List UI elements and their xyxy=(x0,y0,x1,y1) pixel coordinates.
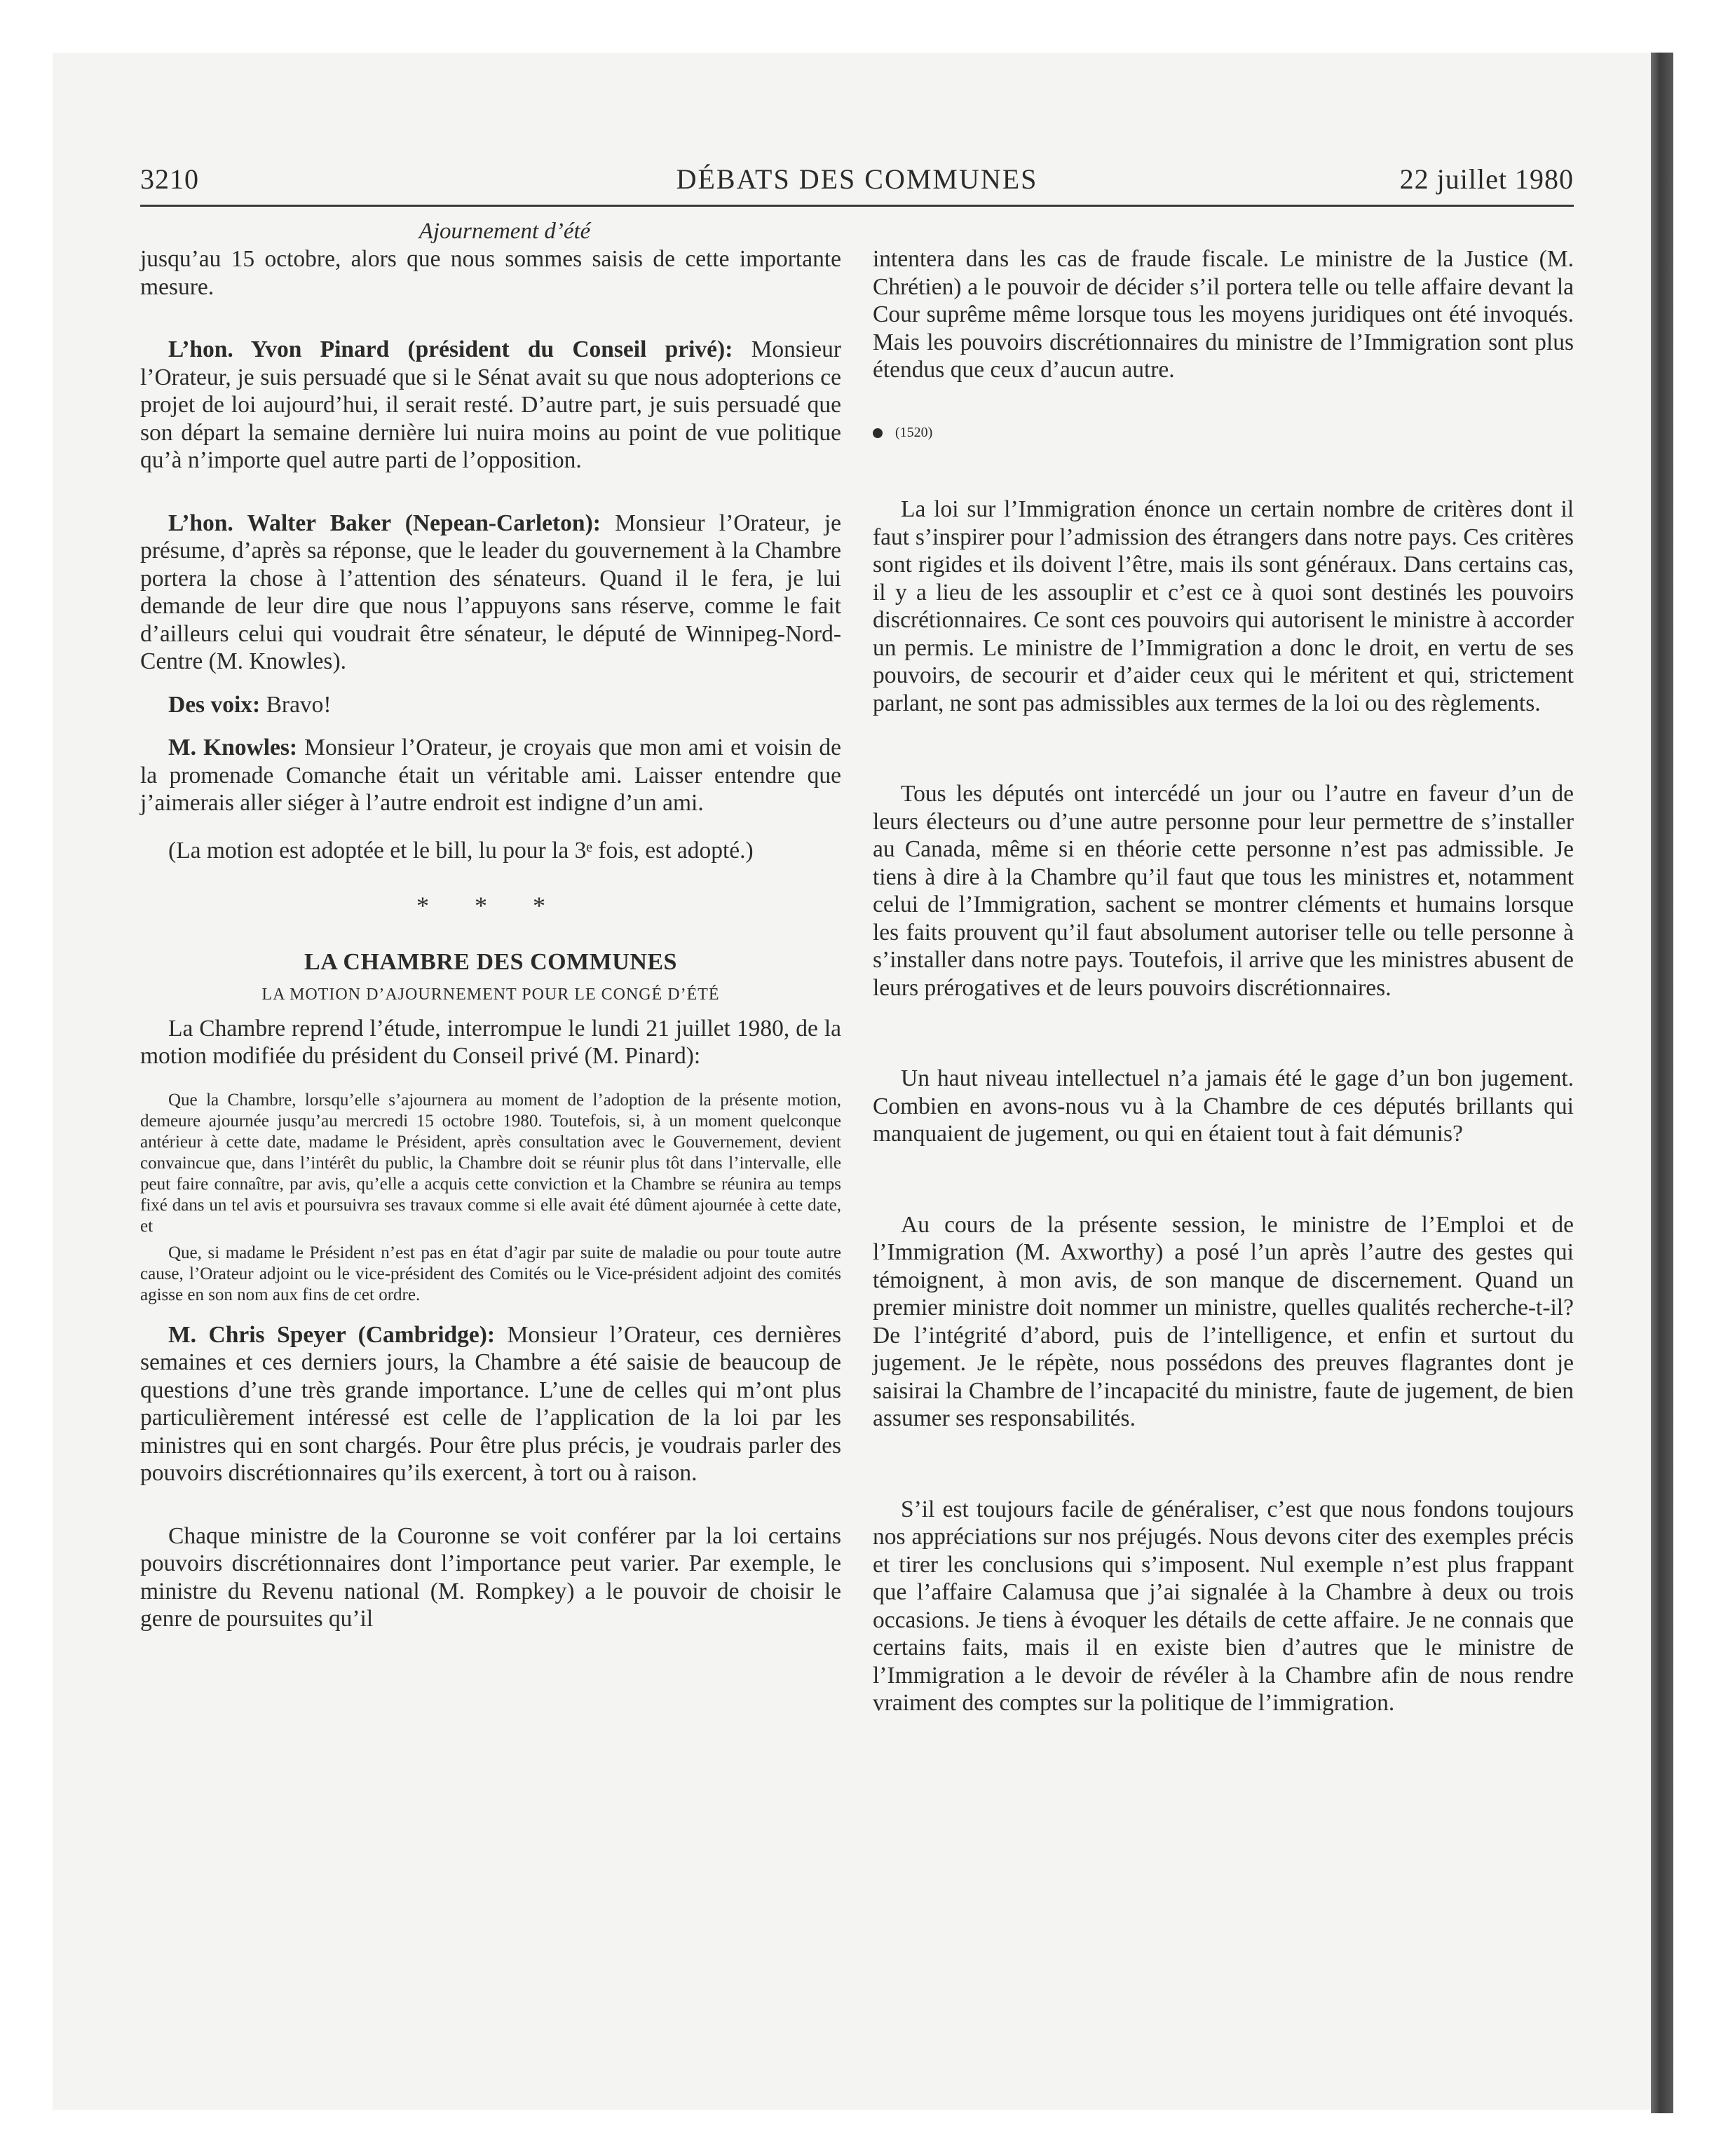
publication-title: DÉBATS DES COMMUNES xyxy=(676,163,1038,195)
page-date: 22 juillet 1980 xyxy=(1399,163,1574,195)
speech-text: Monsieur l’Orateur, je croyais que mon ami et voisin de la promenade Comanche était un véritable ami. Laisser entendre que j’aimerais aller siéger à l’autre endroit est indigne d’un ami. xyxy=(140,735,841,816)
right-column xyxy=(873,217,1574,1717)
paragraph: Chaque ministre de la Couronne se voit conférer par la loi certains pouvoirs discrétionnaires dont l’importance peut varier. Par exemple, le ministre du Revenu national (M. Rompkey) a le pouvoir de choisir le genre de poursuites qu’il xyxy=(140,1522,841,1632)
time-marker xyxy=(873,419,1574,447)
speaker-name: L’hon. Walter Baker (Nepean-Carleton): xyxy=(168,510,601,536)
speech-text: Bravo! xyxy=(260,691,332,718)
motion-quote: Que, si madame le Président n’est pas en état d’agir par suite de maladie ou pour toute autre cause, l’Orateur adjoint ou le vice-président des Comités ou le Vice-président adjoint des comités agisse en son nom aux fins de cet ordre. xyxy=(140,1243,841,1304)
running-head: Ajournement d’été xyxy=(419,219,591,244)
paragraph: Un haut niveau intellectuel n’a jamais été le gage d’un bon jugement. Combien en avons-nous vu à la Chambre de ces députés brillants qui manquaient de jugement, ou qui en étaient tout à fait démunis? xyxy=(873,1065,1574,1147)
section-subheading: LA MOTION D’AJOURNEMENT POUR LE CONGÉ D’ÉTÉ xyxy=(261,985,720,1004)
section-heading: LA CHAMBRE DES COMMUNES xyxy=(304,948,677,975)
time-marker-text: (1520) xyxy=(895,424,933,440)
paragraph: S’il est toujours facile de généraliser, c’est que nous fondons toujours nos appréciations sur nos préjugés. Nous devons citer des exemples précis et tirer les conclusions qui s’imposent. Nul exemple n’est plus frappant que l’affaire Calamusa que j’ai signalée à la Chambre à deux ou trois occasions. Je tiens à évoquer les détails de cette affaire. Je ne connais que certains faits, mais il en existe bien d’autres que le ministre de l’Immigration a le devoir de révéler à la Chambre afin de nous rendre vraiment des comptes sur la politique de l’immigration. xyxy=(873,1496,1574,1716)
speech-text: Monsieur l’Orateur, ces dernières semaines et ces derniers jours, la Chambre a été saisie de beaucoup de questions d’une très grande importance. L’une de celles qui m’ont plus particulièrement intéressé est celle de l’application de la loi par les ministres qui en sont chargés. Pour être plus précis, je voudrais parler des pouvoirs discrétionnaires qu’ils exercent, à tort ou à raison. xyxy=(140,1321,841,1486)
speaker-name: M. Knowles: xyxy=(168,735,298,760)
speech-speyer xyxy=(140,1321,841,1487)
motion-adopted: (La motion est adoptée et le bill, lu pour la 3ᵉ fois, est adopté.) xyxy=(168,837,754,864)
paragraph: Tous les députés ont intercédé un jour ou l’autre en faveur d’un de leurs électeurs ou d’une autre personne pour leur permettre de s’installer au Canada, même si en théorie cette personne n’est pas admissible. Je tiens à dire à la Chambre qu’il faut que tous les ministres et, notamment celui de l’Immigration, sachent se montrer cléments et humains lorsque les faits prouvent qu’il faut absolument autoriser telle ou telle personne à s’installer dans notre pays. Toutefois, il arrive que les ministres abusent de leurs prérogatives et de leurs pouvoirs discrétionnaires. xyxy=(873,781,1574,1001)
paragraph: intentera dans les cas de fraude fiscale. Le ministre de la Justice (M. Chrétien) a le pouvoir de décider s’il portera telle ou telle affaire devant la Cour suprême même lorsque tous les moyens juridiques ont été invoqués. Mais les pouvoirs discrétionnaires du ministre de l’Immigration sont plus étendus que ceux d’aucun autre. xyxy=(873,246,1574,383)
section-separator: * * * xyxy=(416,892,565,920)
speech-text: Monsieur l’Orateur, je présume, d’après sa réponse, que le leader du gouvernement à la Chambre portera la chose à l’attention des sénateurs. Quand il le fera, je lui demande de leur dire que nous l’appuyons sans réserve, comme le fait d’ailleurs celui qui voudrait être sénateur, le député de Winnipeg-Nord-Centre (M. Knowles). xyxy=(140,510,841,674)
scan-edge-shadow xyxy=(1651,53,1673,2113)
paragraph: jusqu’au 15 octobre, alors que nous sommes saisis de cette importante mesure. xyxy=(140,246,841,300)
speech-baker xyxy=(140,510,841,676)
speech-pinard xyxy=(140,336,841,475)
motion-quote: Que la Chambre, lorsqu’elle s’ajournera au moment de l’adoption de la présente motion, demeure ajournée jusqu’au mercredi 15 octobre 1980. Toutefois, si, à un moment quelconque antérieur à cette date, madame le Président, après consultation avec le Gouvernement, devient convaincue que, dans l’intérêt du public, la Chambre doit se réunir plus tôt dans l’intervalle, elle peut faire connaître, par avis, qu’elle a acquis cette conviction et la Chambre se réunira au temps fixé dans un tel avis et poursuivra ses travaux comme si elle avait été dûment ajournée à cette date, et xyxy=(140,1090,841,1236)
bullet-icon xyxy=(873,428,883,438)
speech-voices xyxy=(140,691,841,719)
speaker-name: L’hon. Yvon Pinard (président du Conseil privé): xyxy=(168,336,733,362)
speaker-name: Des voix: xyxy=(168,691,261,718)
page-header xyxy=(140,163,1574,205)
paragraph: La loi sur l’Immigration énonce un certain nombre de critères dont il faut s’inspirer pour l’admission des étrangers dans notre pays. Ces critères sont rigides et ils doivent l’être, mais ils sont généraux. Dans certains cas, il y a lieu de les assouplir et c’est ce à quoi sont destinés les pouvoirs discrétionnaires. Ce sont ces pouvoirs qui autorisent le ministre à accorder un permis. Le ministre de l’Immigration a donc le droit, en vertu de ses pouvoirs, de secourir et d’aider ceux qui le méritent et qui, strictement parlant, ne sont pas admissibles aux termes de la loi ou des règlements. xyxy=(873,496,1574,716)
paragraph: La Chambre reprend l’étude, interrompue le lundi 21 juillet 1980, de la motion modifiée du président du Conseil privé (M. Pinard): xyxy=(140,1015,841,1069)
speaker-name: M. Chris Speyer (Cambridge): xyxy=(168,1321,496,1348)
left-column xyxy=(140,217,841,1633)
paragraph: Au cours de la présente session, le ministre de l’Emploi et de l’Immigration (M. Axworthy) a posé l’un après l’autre des gestes qui témoignent, à mon avis, de son manque de discernement. Quand un premier ministre doit nommer un ministre, quelles qualités recherche-t-il? De l’intégrité d’abord, puis de l’intelligence, et enfin et surtout du jugement. Je le répète, nous possédons des preuves flagrantes dont je saisirai la Chambre de l’incapacité du ministre, faute de jugement, de bien assumer ses responsabilités. xyxy=(873,1211,1574,1431)
speech-text: Monsieur l’Orateur, je suis persuadé que si le Sénat avait su que nous adopterions ce projet de loi aujourd’hui, il serait resté. D’autre part, je suis persuadé que son départ la semaine dernière lui nuira moins au point de vue politique qu’à n’importe quel autre parti de l’opposition. xyxy=(140,336,841,473)
speech-knowles xyxy=(140,734,841,817)
header-rule xyxy=(140,205,1574,207)
page-number: 3210 xyxy=(140,163,199,195)
